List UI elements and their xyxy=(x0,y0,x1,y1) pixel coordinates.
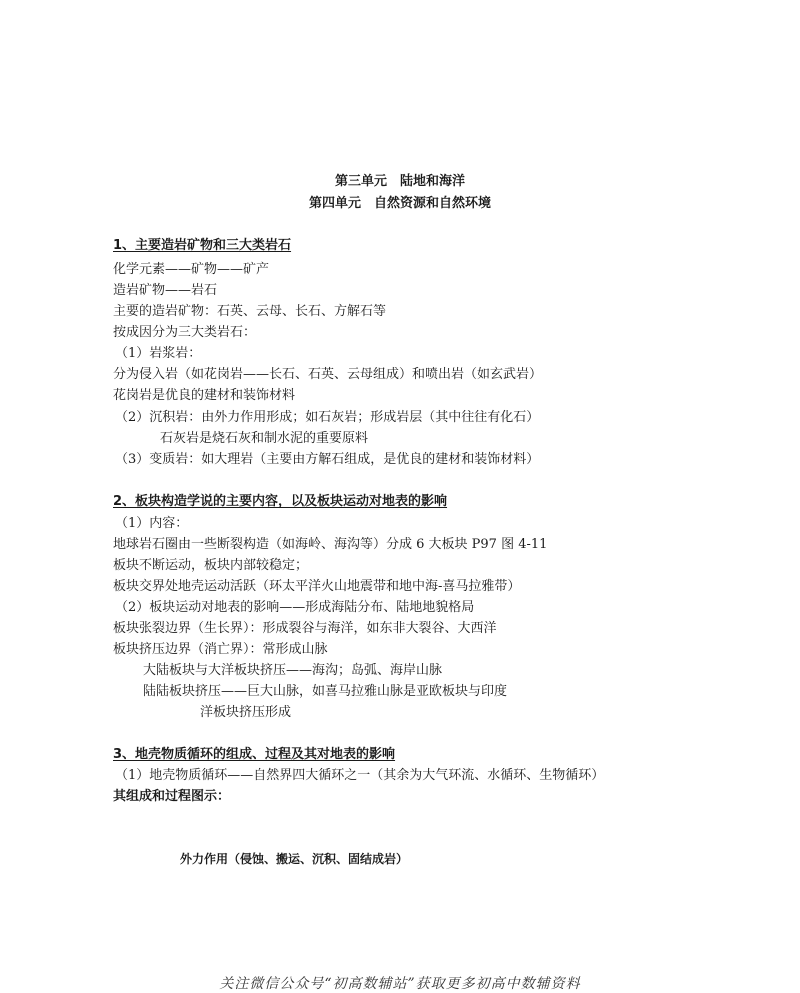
section1-line: （3）变质岩：如大理岩（主要由方解石组成，是优良的建材和装饰材料） xyxy=(115,452,540,467)
section2-line: 板块挤压边界（消亡界）：常形成山脉 xyxy=(113,642,328,657)
section1-line: 分为侵入岩（如花岗岩——长石、石英、云母组成）和喷出岩（如玄武岩） xyxy=(113,367,543,382)
section1-line: 造岩矿物——岩石 xyxy=(113,283,218,298)
section3-line: （1）地壳物质循环——自然界四大循环之一（其余为大气环流、水循环、生物循环） xyxy=(115,768,605,783)
unit4-title: 第四单元 自然资源和自然环境 xyxy=(308,196,491,211)
section1-heading: 1、主要造岩矿物和三大类岩石 xyxy=(113,238,292,253)
section2-line: （2）板块运动对地表的影响——形成海陆分布、陆地地貌格局 xyxy=(115,600,475,615)
section1-line: 石灰岩是烧石灰和制水泥的重要原料 xyxy=(160,431,369,446)
diagram-label-external-force: 外力作用（侵蚀、搬运、沉积、固结成岩） xyxy=(180,852,409,866)
section2-line: 陆陆板块挤压——巨大山脉，如喜马拉雅山脉是亚欧板块与印度 xyxy=(143,684,508,699)
footer-promo: 关注微信公众号“初高数辅站”获取更多初高中数辅资料 xyxy=(219,976,581,992)
section2-line: 板块不断运动，板块内部较稳定； xyxy=(113,558,309,573)
section1-line: 主要的造岩矿物：石英、云母、长石、方解石等 xyxy=(113,304,387,319)
unit3-title: 第三单元 陆地和海洋 xyxy=(334,174,465,189)
section1-line: （2）沉积岩：由外力作用形成；如石灰岩；形成岩层（其中往往有化石） xyxy=(115,410,540,425)
section1-line: 化学元素——矿物——矿产 xyxy=(113,262,270,277)
section2-line: （1）内容： xyxy=(115,516,189,531)
section2-line: 地球岩石圈由一些断裂构造（如海岭、海沟等）分成 6 大板块 P97 图 4-11 xyxy=(113,537,548,552)
section1-line: （1）岩浆岩： xyxy=(115,346,202,361)
section2-line: 板块张裂边界（生长界）：形成裂谷与海洋，如东非大裂谷、大西洋 xyxy=(113,621,497,636)
section3-line: 其组成和过程图示： xyxy=(113,789,231,804)
section2-line: 板块交界处地壳运动活跃（环太平洋火山地震带和地中海-喜马拉雅带） xyxy=(113,579,521,594)
section3-heading: 3、地壳物质循环的组成、过程及其对地表的影响 xyxy=(113,747,396,762)
section2-heading: 2、板块构造学说的主要内容，以及板块运动对地表的影响 xyxy=(113,494,448,509)
section2-line: 洋板块挤压形成 xyxy=(200,705,292,720)
section1-line: 花岗岩是优良的建材和装饰材料 xyxy=(113,388,296,403)
section2-line: 大陆板块与大洋板块挤压——海沟；岛弧、海岸山脉 xyxy=(143,663,443,678)
section1-line: 按成因分为三大类岩石： xyxy=(113,325,257,340)
